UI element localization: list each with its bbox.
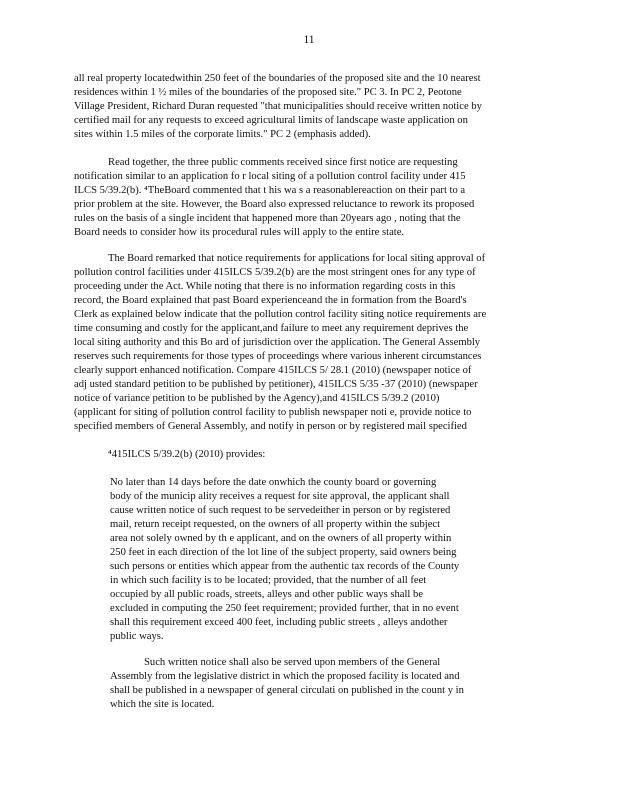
paragraph-board-remarked bbox=[74, 252, 542, 434]
text-line: rules on the basis of a single incident that happened more than 20years ago , noting that the bbox=[74, 213, 461, 224]
quote-line: No later than 14 days before the date onwhich the county board or governing bbox=[110, 477, 437, 488]
text-line: (applicant for siting of pollution control facility to publish newspaper noti e, provide notice to bbox=[74, 407, 472, 418]
quote-line: Assembly from the legislative district in which the proposed facility is located and bbox=[110, 671, 460, 682]
text-line: sites within 1.5 miles of the corporate limits." PC 2 (emphasis added). bbox=[74, 129, 371, 140]
text-line: prior problem at the site. However, the Board also expressed reluctance to rework its proposed bbox=[74, 199, 475, 210]
quote-line: such persons or entities which appear from the authentic tax records of the County bbox=[110, 561, 460, 572]
quote-line: occupied by all public roads, streets, alleys and other public ways shall be bbox=[110, 589, 424, 600]
quote-line: cause written notice of such request to be servedeither in person or by registered bbox=[110, 505, 451, 516]
text-line: specified members of General Assembly, and notify in person or by registered mail specified bbox=[74, 421, 467, 432]
quote-line: shall this requirement exceed 400 feet, including public streets , alleys andother bbox=[110, 617, 448, 628]
text-line: Clerk as explained below indicate that the pollution control facility siting notice requirements are bbox=[74, 309, 487, 320]
quote-line: Such written notice shall also be served upon members of the General bbox=[144, 657, 441, 668]
text-line: pollution control facilities under 415ILCS 5/39.2(b) are the most stringent ones for any type of bbox=[74, 267, 476, 278]
quote-line: 250 feet in each direction of the lot line of the subject property, said owners being bbox=[110, 547, 457, 558]
quote-line: public ways. bbox=[110, 631, 164, 642]
paragraph-continued bbox=[74, 72, 542, 142]
text-line: all real property locatedwithin 250 feet of the boundaries of the proposed site and the 10 nearest bbox=[74, 73, 481, 84]
quote-line: area not solely owned by th e applicant, and on the owners of all property within bbox=[110, 533, 452, 544]
text-line: record, the Board explained that past Board experienceand the in formation from the Board's bbox=[74, 295, 467, 306]
quote-line: body of the municip ality receives a request for site approval, the applicant shall bbox=[110, 491, 450, 502]
text-line: certified mail for any requests to exceed agricultural limits of landscape waste application on bbox=[74, 115, 468, 126]
text-line: residences within 1 ½ miles of the boundaries of the proposed site." PC 3. In PC 2, Peotone bbox=[74, 87, 462, 98]
text-line: ILCS 5/39.2(b). ⁴TheBoard commented that t his wa s a reasonablereaction on their part to a bbox=[74, 185, 466, 196]
block-quote-statute-continued bbox=[110, 656, 510, 712]
text-line: notice of variance petition to be published by the Agency),and 415ILCS 5/39.2 (2010) bbox=[74, 393, 440, 404]
text-line: proceeding under the Act. While noting that there is no information regarding costs in this bbox=[74, 281, 456, 292]
quote-line: mail, return receipt requested, on the owners of all property within the subject bbox=[110, 519, 441, 530]
quote-line: shall be published in a newspaper of general circulati on published in the count y in bbox=[110, 685, 464, 696]
footnote-heading: ⁴415ILCS 5/39.2(b) (2010) provides: bbox=[108, 449, 266, 460]
block-quote-statute bbox=[110, 476, 510, 644]
text-line: local siting authority and this Bo ard of jurisdiction over the application. The General Assembly bbox=[74, 337, 481, 348]
text-line: reserves such requirements for those types of proceedings where various inherent circumstances bbox=[74, 351, 482, 362]
text-line: Village President, Richard Duran requested "that municipalities should receive written notice by bbox=[74, 101, 482, 112]
text-line: Read together, the three public comments received since first notice are requesting bbox=[108, 157, 458, 168]
paragraph-public-comments bbox=[74, 156, 542, 240]
text-line: The Board remarked that notice requirements for applications for local siting approval of bbox=[108, 253, 486, 264]
text-line: clearly support enhanced notification. Compare 415ILCS 5/ 28.1 (2010) (newspaper notice of bbox=[74, 365, 472, 376]
text-line: notification similar to an application fo r local siting of a pollution control facility under 415 bbox=[74, 171, 466, 182]
text-line: time consuming and costly for the applicant,and failure to meet any requirement deprives the bbox=[74, 323, 469, 334]
page-number: 11 bbox=[303, 34, 315, 46]
text-line: adj usted standard petition to be published by petitioner), 415ILCS 5/35 -37 (2010) (newspaper bbox=[74, 379, 478, 390]
quote-line: in which such facility is to be located; provided, that the number of all feet bbox=[110, 575, 427, 586]
quote-line: excluded in computing the 250 feet requirement; provided further, that in no event bbox=[110, 603, 459, 614]
text-line: Board needs to consider how its procedural rules will apply to the entire state. bbox=[74, 227, 405, 238]
quote-line: which the site is located. bbox=[110, 699, 215, 710]
